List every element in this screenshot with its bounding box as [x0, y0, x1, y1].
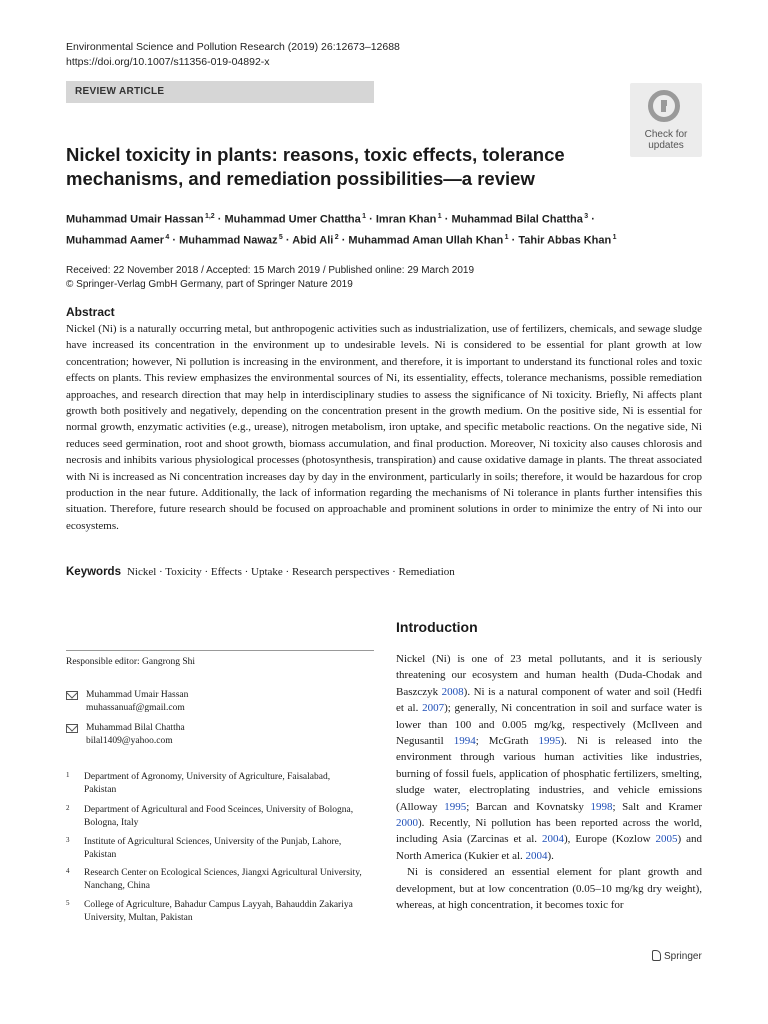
author-name[interactable]: Muhammad Aamer	[66, 234, 165, 247]
doi-link[interactable]: https://doi.org/10.1007/s11356-019-04892-x	[66, 56, 270, 68]
author-name[interactable]: Abid Ali	[292, 234, 334, 247]
springer-horse-icon	[652, 950, 661, 961]
check-for-updates-button[interactable]	[630, 83, 702, 157]
author-affiliation-ref: 3	[582, 213, 589, 220]
introduction-paragraph: Ni is considered an essential element for plant growth and development, but at low concentration (0.05–10 mg/kg dry weight), whereas, at high concentration, it becomes toxic for	[396, 866, 702, 912]
keywords-label: Keywords	[66, 566, 121, 578]
dates-line: Received: 22 November 2018 / Accepted: 15 March 2019 / Published online: 29 March 2019	[66, 265, 475, 276]
citation-link[interactable]: 2008	[441, 685, 464, 698]
contact-entry	[66, 689, 366, 715]
article-title: Nickel toxicity in plants: reasons, toxic effects, tolerance mechanisms, and remediation possibilities—a review	[66, 144, 565, 189]
publication-dates	[66, 264, 474, 292]
paragraph-text: ; Salt and Kramer	[612, 800, 703, 813]
contact-email[interactable]: muhassanuaf@gmail.com	[86, 703, 185, 713]
journal-citation	[66, 40, 400, 70]
paragraph-text: ). Ni is a natural component of water and soil (Hedfi et al.	[396, 685, 702, 715]
affiliation-text: Research Center on Ecological Sciences, Jiangxi Agricultural University, Nanchang, China	[84, 868, 362, 891]
affiliation-number: 3	[66, 836, 70, 844]
paragraph-text: ; Barcan and Kovnatsky	[466, 800, 591, 813]
affiliation-text: Department of Agricultural and Food Sceinces, University of Bologna, Bologna, Italy	[84, 805, 354, 828]
author-name[interactable]: Muhammad Umair Hassan	[66, 213, 204, 226]
contact-name: Muhammad Bilal Chattha	[86, 723, 185, 733]
citation-link[interactable]: 1995	[444, 800, 467, 813]
journal-name: Environmental Science and Pollution Research (2019) 26:12673–12688	[66, 41, 400, 53]
affiliation-item	[66, 836, 366, 862]
publisher-logo	[652, 950, 702, 962]
affiliation-item	[66, 771, 366, 797]
contact-entry	[66, 722, 366, 748]
introduction-paragraph	[396, 651, 702, 864]
affiliation-item	[66, 867, 366, 893]
footnote-divider	[66, 650, 374, 651]
affiliation-text: College of Agriculture, Bahadur Campus Layyah, Bahauddin Zakariya University, Multan, Pakistan	[84, 900, 353, 923]
section-heading-introduction: Introduction	[396, 619, 478, 635]
author-name[interactable]: Muhammad Bilal Chattha	[451, 213, 583, 226]
keywords	[66, 566, 455, 578]
email-envelope-icon	[66, 691, 78, 700]
author-affiliation-ref: 1	[503, 233, 509, 241]
citation-link[interactable]: 1998	[590, 800, 613, 813]
publisher-name: Springer	[664, 951, 702, 962]
copyright-line: © Springer-Verlag GmbH Germany, part of Springer Nature 2019	[66, 279, 353, 290]
author-affiliation-ref: 1	[611, 233, 617, 241]
affiliation-number: 2	[66, 804, 70, 812]
author-list: Muhammad Umair Hassan $^{1,2}$ · Muhammad Umer Chattha $^1$ · Imran Khan $^1$ · Muhammad Bilal Chattha $^3$ · Muhammad Aamer $^4$ · Muhammad Nawaz $^5$ · Abid Ali $^2$ · Muhammad Aman Ullah Khan $^1$ · Tahir Abbas Khan $^1$	[66, 213, 617, 247]
citation-link[interactable]: 1995	[538, 735, 561, 748]
paragraph-text: ), Europe (Kozlow	[564, 833, 656, 846]
contact-name: Muhammad Umair Hassan	[86, 690, 189, 700]
author-name[interactable]: Imran Khan	[375, 213, 437, 226]
author-affiliation-ref: 1	[436, 213, 442, 220]
citation-link[interactable]: 1994	[453, 735, 476, 748]
citation-link[interactable]: 2007	[422, 702, 445, 715]
affiliation-number: 4	[66, 867, 70, 875]
affiliation-number: 1	[66, 771, 70, 779]
paragraph-text: ). Ni is released into the environment through various human activities like industries, burning of fossil fuels, application of phosphatic fertilizers, smelting, sludge water, electroplating industries, and vehicle emissions (Alloway	[396, 735, 702, 813]
author-affiliation-ref: 2	[333, 233, 339, 241]
abstract-heading: Abstract	[66, 305, 115, 319]
paragraph-text: ); generally, Ni concentration in soil and surface water is lower than 100 and 0.005 mg/kg, respectively (McIlveen and Negusantil	[396, 702, 702, 748]
affiliation-item	[66, 899, 366, 925]
citation-link[interactable]: 2004	[542, 833, 564, 846]
responsible-editor: Responsible editor: Gangrong Shi	[66, 657, 196, 667]
keywords-list: Nickel · Toxicity · Effects · Uptake · Research perspectives · Remediation	[126, 566, 455, 578]
abstract-text: Nickel (Ni) is a naturally occurring metal, but anthropogenic activities such as industrialization, use of fertilizers, chemicals, and sewage sludge have increased its concentration in the environment up to undesirable levels. Ni is considered to be essential for plant growth at low concentration; however, Ni pollution is increasing in the environment, and therefore, it is important to understand its functional roles and toxic effects on plants. This review emphasizes the environmental sources of Ni, its essentiality, effects, tolerance mechanisms, possible remediation approaches, and research direction that may help in interdisciplinary studies to assess the significance of Ni toxicity. Briefly, Ni affects plant growth both positively and negatively, depending on the concentration present in the growth medium. On the positive side, Ni is essential for normal growth, enzymatic activities (e.g., urease), nitrogen metabolism, iron uptake, and specific metabolic reactions. On the negative side, Ni reduces seed germination, root and shoot growth, biomass accumulation, and final production. Moreover, Ni toxicity also causes chlorosis and necrosis and inhibits various physiological processes (photosynthesis, transpiration) and cause oxidative damage in plants. The threat associated with Ni is increased as Ni concentration increases day by day in the environment, particularly in soils; therefore, it would be hazardous for crop production in the near future. Additionally, the lack of information regarding the mechanisms of Ni tolerance in plants further intensifies this situation. Therefore, future research should be focused on approachable and prominent solutions in order to minimize the entry of Ni into our ecosystems.	[66, 323, 702, 532]
paragraph-text: ).	[547, 849, 554, 862]
author-affiliation-ref: 4	[164, 233, 170, 241]
affiliation-text: Department of Agronomy, University of Agriculture, Faisalabad, Pakistan	[84, 772, 331, 795]
author-name[interactable]: Muhammad Nawaz	[179, 234, 278, 247]
author-name[interactable]: Muhammad Aman Ullah Khan	[348, 234, 504, 247]
citation-link[interactable]: 2004	[525, 849, 548, 862]
citation-link[interactable]: 2005	[655, 833, 678, 846]
check-updates-line1: Check for	[644, 129, 688, 140]
author-affiliation-ref: 1	[360, 213, 367, 220]
article-type-label: REVIEW ARTICLE	[75, 86, 165, 97]
paragraph-text: ; McGrath	[475, 735, 539, 748]
article-type-badge	[66, 81, 374, 103]
paragraph-text: ). Recently, Ni pollution has been reported across the world, including Asia (Zarcinas et al.	[396, 817, 702, 846]
contact-email[interactable]: bilal1409@yahoo.com	[86, 736, 173, 746]
introduction-body	[396, 651, 702, 914]
affiliation-item	[66, 804, 366, 830]
author-name[interactable]: Muhammad Umer Chattha	[224, 213, 361, 226]
check-updates-line2: updates	[648, 140, 684, 151]
author-affiliation-ref: 5	[277, 233, 283, 241]
author-name[interactable]: Tahir Abbas Khan	[518, 234, 612, 247]
affiliation-number: 5	[66, 899, 70, 907]
affiliation-text: Institute of Agricultural Sciences, University of the Punjab, Lahore, Pakistan	[84, 837, 342, 860]
citation-link[interactable]: 2000	[396, 817, 418, 830]
check-updates-icon	[648, 90, 680, 122]
email-envelope-icon	[66, 724, 78, 733]
author-affiliation-ref: 1,2	[203, 213, 215, 220]
paragraph-text: ) and North America (Kukier et al.	[396, 833, 703, 862]
paragraph-text: Nickel (Ni) is one of 23 metal pollutants, and it is seriously threatening our ecosystem and human health (Duda-Chodak and Baszczyk	[396, 653, 702, 698]
